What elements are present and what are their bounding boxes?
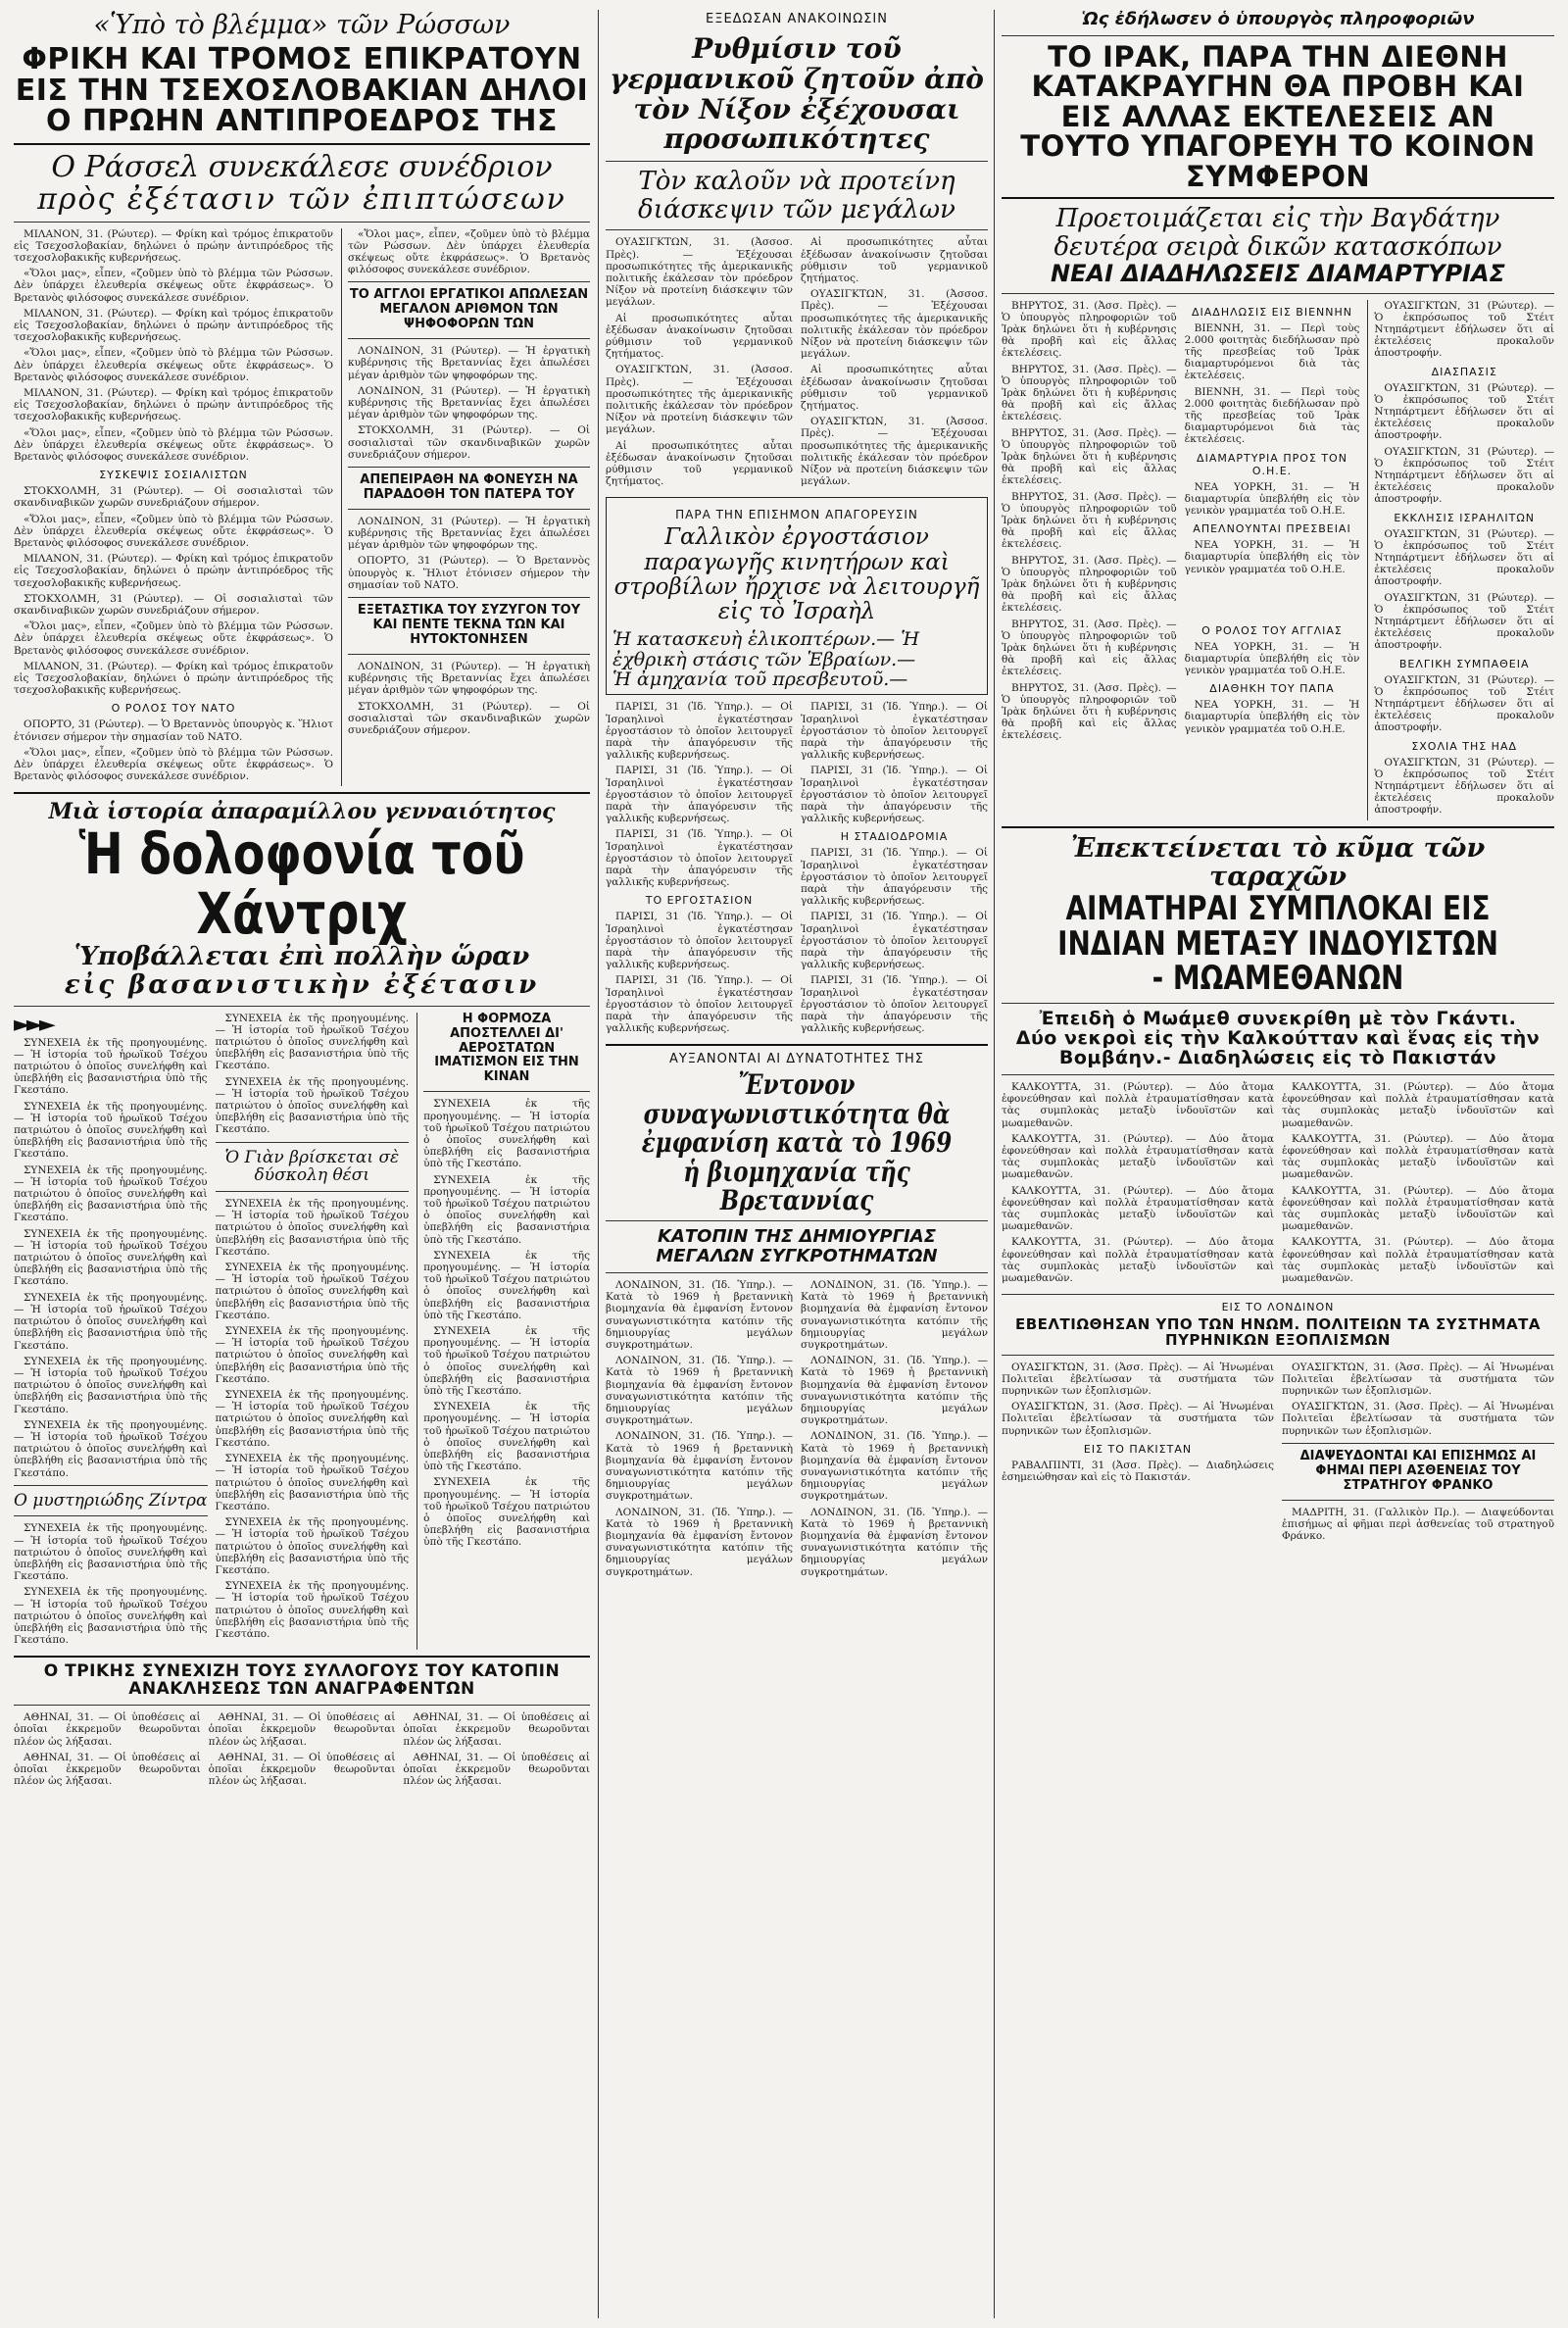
article-body: ΒΗΡΥΤΟΣ, 31. (Ἀσσ. Πρὲς). — Ὁ ὑπουργὸς πληροφοριῶν τοῦ Ἰρὰκ δηλώνει ὅτι ἡ κυβέρνησις θὰ προβῆ καὶ εἰς ἄλλας ἐκτελέσεις.: [1002, 554, 1177, 615]
article-body: ΣΥΝΕΧΕΙΑ ἐκ τῆς προηγουμένης. — Ἡ ἱστορία τοῦ ἡρωϊκοῦ Τσέχου πατριώτου ὁ ὁποῖος συνελήφθη καὶ ὑπεβλήθη εἰς βασανιστήρια ὑπὸ τῆς Γκεστάπο.: [14, 1355, 208, 1415]
article-body: ΛΟΝΔΙΝΟΝ, 31 (Ρώυτερ). — Ἡ ἐργατικὴ κυβέρνησις τῆς Βρεταννίας ἔχει ἀπωλέσει μέγαν ἀριθμὸν τῶν ψηφοφόρων της.: [348, 345, 590, 381]
article-body: «Ὅλοι μας», εἶπεν, «ζοῦμεν ὑπὸ τὸ βλέμμα τῶν Ρώσσων. Δὲν ὑπάρχει ἐλευθερία σκέψεως οὔτε ἐκφράσεως». Ὁ Βρετανὸς φιλόσοφος συνεκάλεσε συνέδριον.: [14, 746, 334, 783]
article-body: ΣΥΝΕΧΕΙΑ ἐκ τῆς προηγουμένης. — Ἡ ἱστορία τοῦ ἡρωϊκοῦ Τσέχου πατριώτου ὁ ὁποῖος συνελήφθη καὶ ὑπεβλήθη εἰς βασανιστήρια ὑπὸ τῆς Γκεστάπο.: [215, 1325, 410, 1385]
deck-russell: Ο Ράσσελ συνεκάλεσε συνέδριον: [51, 149, 553, 184]
article-body: ΠΑΡΙΣΙ, 31 (Ἰδ. Ὑπηρ.). — Οἱ Ἰσραηλινοὶ ἐγκατέστησαν ἐργοστάσιον τὸ ὁποῖον λειτουργεῖ παρὰ τὴν ἀπαγόρευσιν τῆς γαλλικῆς κυβερνήσεως.: [606, 974, 793, 1035]
headline-iraq: ΤΟ ΙΡΑΚ, ΠΑΡΑ ΤΗΝ ΔΙΕΘΝΗ ΚΑΤΑΚΡΑΥΓΗΝ ΘΑ ΠΡΟΒΗ ΚΑΙ ΕΙΣ ΑΛΛΑΣ ΕΚΤΕΛΕΣΕΙΣ ΑΝ ΤΟΥΤΟ ΥΠΑΓΟΡΕΥΗ ΤΟ ΚΟΙΝΟΝ ΣΥΜΦΕΡΟΝ: [1020, 39, 1536, 193]
article-body: ΣΤΟΚΧΟΛΜΗ, 31 (Ρώυτερ). — Οἱ σοσιαλισταὶ τῶν σκανδιναβικῶν χωρῶν συνεδριάζουν σήμερον.: [348, 424, 590, 461]
deck-israel: ἐχθρικὴ στάσις τῶν Ἑβραίων.—: [612, 648, 916, 670]
section-label: ΔΙΑΣΠΑΣΙΣ: [1431, 365, 1497, 378]
article-body: ΠΑΡΙΣΙ, 31 (Ἰδ. Ὑπηρ.). — Οἱ Ἰσραηλινοὶ ἐγκατέστησαν ἐργοστάσιον τὸ ὁποῖον λειτουργεῖ παρὰ τὴν ἀπαγόρευσιν τῆς γαλλικῆς κυβερνήσεως.: [801, 911, 988, 971]
article-body: ΣΥΝΕΧΕΙΑ ἐκ τῆς προηγουμένης. — Ἡ ἱστορία τοῦ ἡρωϊκοῦ Τσέχου πατριώτου ὁ ὁποῖος συνελήφθη καὶ ὑπεβλήθη εἰς βασανιστήρια ὑπὸ τῆς Γκεστάπο.: [423, 1249, 590, 1321]
section-label: ΣΥΣΚΕΨΙΣ ΣΟΣΙΑΛΙΣΤΩΝ: [99, 469, 248, 482]
article-body: ΑΘΗΝΑΙ, 31. — Οἱ ὑποθέσεις αἱ ὁποῖαι ἐκκρεμοῦν θεωροῦνται πλέον ὡς λήξασαι.: [208, 1751, 396, 1788]
article-body: ΣΥΝΕΧΕΙΑ ἐκ τῆς προηγουμένης. — Ἡ ἱστορία τοῦ ἡρωϊκοῦ Τσέχου πατριώτου ὁ ὁποῖος συνελήφθη καὶ ὑπεβλήθη εἰς βασανιστήρια ὑπὸ τῆς Γκεστάπο.: [14, 1418, 208, 1479]
headline-trikis: Ο ΤΡΙΚΗΣ ΣΥΝΕΧΙΖΗ ΤΟΥΣ ΣΥΛΛΟΓΟΥΣ ΤΟΥ ΚΑΤΟΠΙΝ ΑΝΑΚΛΗΣΕΩΣ ΤΩΝ ΑΝΑΓΡΑΦΕΝΤΩΝ: [43, 1661, 561, 1700]
article-body: ΠΑΡΙΣΙ, 31 (Ἰδ. Ὑπηρ.). — Οἱ Ἰσραηλινοὶ ἐγκατέστησαν ἐργοστάσιον τὸ ὁποῖον λειτουργεῖ παρὰ τὴν ἀπαγόρευσιν τῆς γαλλικῆς κυβερνήσεως.: [801, 765, 988, 825]
headline-britain: Ἔντονον συναγωνιστικότητα θὰ ἐμφανίση κατὰ τὸ 1969 ἡ βιομηχανία τῆς Βρεταννίας: [641, 1068, 953, 1216]
article-body: ΛΟΝΔΙΝΟΝ, 31 (Ρώυτερ). — Ἡ ἐργατικὴ κυβέρνησις τῆς Βρεταννίας ἔχει ἀπωλέσει μέγαν ἀριθμὸν τῶν ψηφοφόρων της.: [348, 660, 590, 697]
section-label: ΔΙΑΘΗΚΗ ΤΟΥ ΠΑΠΑ: [1209, 682, 1335, 696]
article-body: ΒΙΕΝΝΗ, 31. — Περὶ τοὺς 2.000 φοιτητὰς διεδήλωσαν πρὸ τῆς πρεσβείας τοῦ Ἰρὰκ διαμαρτυρόμενοι διὰ τὰς ἐκτελέσεις.: [1184, 385, 1360, 446]
article-body: ΣΥΝΕΧΕΙΑ ἐκ τῆς προηγουμένης. — Ἡ ἱστορία τοῦ ἡρωϊκοῦ Τσέχου πατριώτου ὁ ὁποῖος συνελήφθη καὶ ὑπεβλήθη εἰς βασανιστήρια ὑπὸ τῆς Γκεστάπο.: [14, 1586, 208, 1647]
deck-iraq: Προετοιμάζεται εἰς τὴν Βαγδάτην: [1055, 203, 1500, 233]
deck-nixon: Τὸν καλοῦν νὰ προτείνη διάσκεψιν τῶν μεγάλων: [638, 167, 956, 224]
deck-israel: Ἡ ἀμηχανία τοῦ πρεσβευτοῦ.—: [612, 669, 908, 691]
section-label: ΕΙΣ ΤΟ ΠΑΚΙΣΤΑΝ: [1083, 1442, 1193, 1456]
article-body: ΚΑΛΚΟΥΤΤΑ, 31. (Ρώυτερ). — Δύο ἄτομα ἐφονεύθησαν καὶ πολλὰ ἐτραυματίσθησαν κατὰ τὰς συμπλοκὰς μεταξὺ ἰνδουϊστῶν καὶ μωαμεθανῶν.: [1282, 1080, 1554, 1129]
headline-nuclear: ΕΒΕΛΤΙΩΘΗΣΑΝ ΥΠΟ ΤΩΝ ΗΝΩΜ. ΠΟΛΙΤΕΙΩΝ ΤΑ ΣΥΣΤΗΜΑΤΑ ΠΥΡΗΝΙΚΩΝ ΕΞΟΠΛΙΣΜΩΝ: [1014, 1315, 1542, 1349]
article-body: ΣΥΝΕΧΕΙΑ ἐκ τῆς προηγουμένης. — Ἡ ἱστορία τοῦ ἡρωϊκοῦ Τσέχου πατριώτου ὁ ὁποῖος συνελήφθη καὶ ὑπεβλήθη εἰς βασανιστήρια ὑπὸ τῆς Γκεστάπο.: [14, 1522, 208, 1583]
subhead-zintra: Ο μυστηριώδης Ζίντρα: [14, 1490, 208, 1511]
article-body: «Ὅλοι μας», εἶπεν, «ζοῦμεν ὑπὸ τὸ βλέμμα τῶν Ρώσσων. Δὲν ὑπάρχει ἐλευθερία σκέψεως οὔτε ἐκφράσεως». Ὁ Βρετανὸς φιλόσοφος συνεκάλεσε συνέδριον.: [14, 620, 334, 657]
story-kicker: Μιὰ ἱστορία ἀπαραμίλλου γενναιότητος: [48, 799, 556, 825]
headline-nixon: Ρυθμίσιν τοῦ γερμανικοῦ ζητοῦν ἀπὸ τὸν Νίξον ἐξέχουσαι προσωπικότητες: [610, 32, 984, 156]
column-right: [1002, 10, 1554, 1546]
article-body: ΠΑΡΙΣΙ, 31 (Ἰδ. Ὑπηρ.). — Οἱ Ἰσραηλινοὶ ἐγκατέστησαν ἐργοστάσιον τὸ ὁποῖον λειτουργεῖ παρὰ τὴν ἀπαγόρευσιν τῆς γαλλικῆς κυβερνήσεως.: [801, 701, 988, 762]
article-body: ΠΑΡΙΣΙ, 31 (Ἰδ. Ὑπηρ.). — Οἱ Ἰσραηλινοὶ ἐγκατέστησαν ἐργοστάσιον τὸ ὁποῖον λειτουργεῖ παρὰ τὴν ἀπαγόρευσιν τῆς γαλλικῆς κυβερνήσεως.: [606, 828, 793, 889]
article-body: ΒΗΡΥΤΟΣ, 31. (Ἀσσ. Πρὲς). — Ὁ ὑπουργὸς πληροφοριῶν τοῦ Ἰρὰκ δηλώνει ὅτι ἡ κυβέρνησις θὰ προβῆ καὶ εἰς ἄλλας ἐκτελέσεις.: [1002, 299, 1177, 360]
section-label: ΑΥΞΑΝΟΝΤΑΙ ΑΙ ΔΥΝΑΤΟΤΗΤΕΣ ΤΗΣ: [668, 1052, 925, 1067]
deck-india: Δύο νεκροὶ εἰς τὴν Καλκούτταν καὶ ἕνας εἰς τὴν Βομβάην.- Διαδηλώσεις εἰς τὸ Πακιστάν: [1015, 1027, 1541, 1068]
article-body: ΒΗΡΥΤΟΣ, 31. (Ἀσσ. Πρὲς). — Ὁ ὑπουργὸς πληροφοριῶν τοῦ Ἰρὰκ δηλώνει ὅτι ἡ κυβέρνησις θὰ προβῆ καὶ εἰς ἄλλας ἐκτελέσεις.: [1002, 490, 1177, 551]
article-kicker: «Ὑπὸ τὸ βλέμμα» τῶν Ρώσσων: [93, 10, 511, 40]
section-label: ΣΧΟΛΙΑ ΤΗΣ ΗΑΔ: [1411, 739, 1518, 753]
article-body: ΛΟΝΔΙΝΟΝ, 31 (Ρώυτερ). — Ἡ ἐργατικὴ κυβέρνησις τῆς Βρεταννίας ἔχει ἀπωλέσει μέγαν ἀριθμὸν τῶν ψηφοφόρων της.: [348, 515, 590, 552]
section-label: ΠΑΡΑ ΤΗΝ ΕΠΙΣΗΜΟΝ ΑΠΑΓΟΡΕΥΣΙΝ: [675, 508, 918, 522]
article-body: ΒΗΡΥΤΟΣ, 31. (Ἀσσ. Πρὲς). — Ὁ ὑπουργὸς πληροφοριῶν τοῦ Ἰρὰκ δηλώνει ὅτι ἡ κυβέρνησις θὰ προβῆ καὶ εἰς ἄλλας ἐκτελέσεις.: [1002, 618, 1177, 678]
article-body: ΟΥΑΣΙΓΚΤΩΝ, 31. (Ἀσσοσ. Πρὲς). — Ἐξέχουσαι προσωπικότητες τῆς ἀμερικανικῆς πολιτικῆς ἐκάλεσαν τὸν πρόεδρον Νίξον νὰ προτείνη διάσκεψιν τῶν μεγάλων.: [606, 236, 793, 309]
headline-labour: ΤΟ ΑΓΓΛΟΙ ΕΡΓΑΤΙΚΟΙ ΑΠΩΛΕΣΑΝ ΜΕΓΑΛΟΝ ΑΡΙΘΜΟΝ ΤΩΝ ΨΗΦΟΦΟΡΩΝ ΤΩΝ: [349, 287, 589, 332]
article-body: ΜΙΛΑΝΟΝ, 31. (Ρώυτερ). — Φρίκη καὶ τρόμος ἐπικρατοῦν εἰς Τσεχοσλοβακίαν, δηλώνει ὁ πρώην ἀντιπρόεδρος τῆς τσεχοσλοβακικῆς κυβερνήσεως.: [14, 386, 334, 423]
article-body: ΠΑΡΙΣΙ, 31 (Ἰδ. Ὑπηρ.). — Οἱ Ἰσραηλινοὶ ἐγκατέστησαν ἐργοστάσιον τὸ ὁποῖον λειτουργεῖ παρὰ τὴν ἀπαγόρευσιν τῆς γαλλικῆς κυβερνήσεως.: [801, 847, 988, 908]
india-kicker: Ἐπεκτείνεται τὸ κῦμα τῶν ταραχῶν: [1070, 832, 1486, 893]
article-body: ΠΑΡΙΣΙ, 31 (Ἰδ. Ὑπηρ.). — Οἱ Ἰσραηλινοὶ ἐγκατέστησαν ἐργοστάσιον τὸ ὁποῖον λειτουργεῖ παρὰ τὴν ἀπαγόρευσιν τῆς γαλλικῆς κυβερνήσεως.: [606, 911, 793, 971]
article-body: ΟΥΑΣΙΓΚΤΩΝ, 31. (Ἀσσ. Πρὲς). — Αἱ Ἡνωμέναι Πολιτεῖαι ἐβελτίωσαν τὰ συστήματα τῶν πυρηνικῶν των ἐξοπλισμῶν.: [1002, 1401, 1274, 1437]
article-body: ΝΕΑ ΥΟΡΚΗ, 31. — Ἡ διαμαρτυρία ὑπεβλήθη εἰς τὸν γενικὸν γραμματέα τοῦ Ο.Η.Ε.: [1184, 640, 1360, 677]
article-body: ΚΑΛΚΟΥΤΤΑ, 31. (Ρώυτερ). — Δύο ἄτομα ἐφονεύθησαν καὶ πολλὰ ἐτραυματίσθησαν κατὰ τὰς συμπλοκὰς μεταξὺ ἰνδουϊστῶν καὶ μωαμεθανῶν.: [1002, 1236, 1274, 1284]
section-label: Ο ΡΟΛΟΣ ΤΟΥ ΝΑΤΟ: [111, 702, 236, 716]
article-body: ΟΥΑΣΙΓΚΤΩΝ, 31 (Ρώυτερ). — Ὁ ἐκπρόσωπος τοῦ Στέιτ Ντηπάρτμεντ ἐδήλωσεν ὅτι αἱ ἐκτελέσεις προκαλοῦν ἀποστροφήν.: [1374, 527, 1554, 588]
article-body: ΒΗΡΥΤΟΣ, 31. (Ἀσσ. Πρὲς). — Ὁ ὑπουργὸς πληροφοριῶν τοῦ Ἰρὰκ δηλώνει ὅτι ἡ κυβέρνησις θὰ προβῆ καὶ εἰς ἄλλας ἐκτελέσεις.: [1002, 426, 1177, 487]
section-label: ΒΕΛΓΙΚΗ ΣΥΜΠΑΘΕΙΑ: [1398, 657, 1530, 670]
article-body: ΝΕΑ ΥΟΡΚΗ, 31. — Ἡ διαμαρτυρία ὑπεβλήθη εἰς τὸν γενικὸν γραμματέα τοῦ Ο.Η.Ε.: [1184, 539, 1360, 575]
article-body: ΟΥΑΣΙΓΚΤΩΝ, 31 (Ρώυτερ). — Ὁ ἐκπρόσωπος τοῦ Στέιτ Ντηπάρτμεντ ἐδήλωσεν ὅτι αἱ ἐκτελέσεις προκαλοῦν ἀποστροφήν.: [1374, 445, 1554, 506]
article-body: ΣΥΝΕΧΕΙΑ ἐκ τῆς προηγουμένης. — Ἡ ἱστορία τοῦ ἡρωϊκοῦ Τσέχου πατριώτου ὁ ὁποῖος συνελήφθη καὶ ὑπεβλήθη εἰς βασανιστήρια ὑπὸ τῆς Γκεστάπο.: [215, 1012, 410, 1072]
headline-kidnap: ΑΠΕΠΕΙΡΑΘΗ ΝΑ ΦΟΝΕΥΣΗ ΝΑ ΠΑΡΑΔΟΘΗ ΤΟΝ ΠΑΤΕΡΑ ΤΟΥ: [360, 472, 578, 502]
section-label: ΕΚΚΛΗΣΙΣ ΙΣΡΑΗΛΙΤΩΝ: [1394, 511, 1535, 524]
deck-russell-2: πρὸς ἐξέτασιν τῶν ἐπιπτώσεων: [37, 181, 566, 217]
article-body: ΣΥΝΕΧΕΙΑ ἐκ τῆς προηγουμένης. — Ἡ ἱστορία τοῦ ἡρωϊκοῦ Τσέχου πατριώτου ὁ ὁποῖος συνελήφθη καὶ ὑπεβλήθη εἰς βασανιστήρια ὑπὸ τῆς Γκεστάπο.: [215, 1262, 410, 1321]
article-body: ΛΟΝΔΙΝΟΝ, 31. (Ἰδ. Ὑπηρ.). — Κατὰ τὸ 1969 ἡ βρεταννικὴ βιομηχανία θὰ ἐμφανίση ἔντονον συναγωνιστικότητα κατόπιν τῆς δημιουργίας μεγάλων συγκροτημάτων.: [606, 1355, 793, 1427]
article-body: ΜΑΔΡΙΤΗ, 31. (Γαλλικὸν Πρ.). — Διαψεύδονται ἐπισήμως αἱ φῆμαι περὶ ἀσθενείας τοῦ στρατηγοῦ Φράνκο.: [1282, 1506, 1554, 1543]
article-body: ΣΥΝΕΧΕΙΑ ἐκ τῆς προηγουμένης. — Ἡ ἱστορία τοῦ ἡρωϊκοῦ Τσέχου πατριώτου ὁ ὁποῖος συνελήφθη καὶ ὑπεβλήθη εἰς βασανιστήρια ὑπὸ τῆς Γκεστάπο.: [423, 1324, 590, 1397]
article-body: ΟΥΑΣΙΓΚΤΩΝ, 31. (Ἀσσ. Πρὲς). — Αἱ Ἡνωμέναι Πολιτεῖαι ἐβελτίωσαν τὰ συστήματα τῶν πυρηνικῶν των ἐξοπλισμῶν.: [1282, 1361, 1554, 1398]
newspaper-page: [14, 10, 1554, 2318]
article-body: ΠΑΡΙΣΙ, 31 (Ἰδ. Ὑπηρ.). — Οἱ Ἰσραηλινοὶ ἐγκατέστησαν ἐργοστάσιον τὸ ὁποῖον λειτουργεῖ παρὰ τὴν ἀπαγόρευσιν τῆς γαλλικῆς κυβερνήσεως.: [606, 701, 793, 762]
article-body: «Ὅλοι μας», εἶπεν, «ζοῦμεν ὑπὸ τὸ βλέμμα τῶν Ρώσσων. Δὲν ὑπάρχει ἐλευθερία σκέψεως οὔτε ἐκφράσεως». Ὁ Βρετανὸς φιλόσοφος συνεκάλεσε συνέδριον.: [14, 268, 334, 304]
article-body: ΟΥΑΣΙΓΚΤΩΝ, 31 (Ρώυτερ). — Ὁ ἐκπρόσωπος τοῦ Στέιτ Ντηπάρτμεντ ἐδήλωσεν ὅτι αἱ ἐκτελέσεις προκαλοῦν ἀποστροφήν.: [1374, 591, 1554, 652]
article-body: ΜΙΛΑΝΟΝ, 31. (Ρώυτερ). — Φρίκη καὶ τρόμος ἐπικρατοῦν εἰς Τσεχοσλοβακίαν, δηλώνει ὁ πρώην ἀντιπρόεδρος τῆς τσεχοσλοβακικῆς κυβερνήσεως.: [14, 227, 334, 264]
article-body: ΠΑΡΙΣΙ, 31 (Ἰδ. Ὑπηρ.). — Οἱ Ἰσραηλινοὶ ἐγκατέστησαν ἐργοστάσιον τὸ ὁποῖον λειτουργεῖ παρὰ τὴν ἀπαγόρευσιν τῆς γαλλικῆς κυβερνήσεως.: [606, 765, 793, 825]
article-body: ΣΥΝΕΧΕΙΑ ἐκ τῆς προηγουμένης. — Ἡ ἱστορία τοῦ ἡρωϊκοῦ Τσέχου πατριώτου ὁ ὁποῖος συνελήφθη καὶ ὑπεβλήθη εἰς βασανιστήρια ὑπὸ τῆς Γκεστάπο.: [215, 1453, 410, 1512]
article-body: ΟΥΑΣΙΓΚΤΩΝ, 31. (Ἀσσ. Πρὲς). — Αἱ Ἡνωμέναι Πολιτεῖαι ἐβελτίωσαν τὰ συστήματα τῶν πυρηνικῶν των ἐξοπλισμῶν.: [1002, 1361, 1274, 1398]
story-deck: Ὑποβάλλεται ἐπὶ πολλὴν ὥραν: [74, 942, 530, 972]
article-body: ΛΟΝΔΙΝΟΝ, 31. (Ἰδ. Ὑπηρ.). — Κατὰ τὸ 1969 ἡ βρεταννικὴ βιομηχανία θὰ ἐμφανίση ἔντονον συναγωνιστικότητα κατόπιν τῆς δημιουργίας μεγάλων συγκροτημάτων.: [606, 1506, 793, 1578]
article-body: Αἱ προσωπικότητες αὗται ἐξέδωσαν ἀνακοίνωσιν ζητοῦσαι ρύθμισιν τοῦ γερμανικοῦ ζητήματος.: [606, 312, 793, 361]
headline-arrest: ΕΞΕΤΑΣΤΙΚΑ ΤΟΥ ΣΥΖΥΓΟΝ ΤΟΥ ΚΑΙ ΠΕΝΤΕ ΤΕΚΝΑ ΤΩΝ ΚΑΙ ΗΥΤΟΚΤΟΝΗΣΕΝ: [357, 603, 581, 647]
article-body: ΛΟΝΔΙΝΟΝ, 31. (Ἰδ. Ὑπηρ.). — Κατὰ τὸ 1969 ἡ βρεταννικὴ βιομηχανία θὰ ἐμφανίση ἔντονον συναγωνιστικότητα κατόπιν τῆς δημιουργίας μεγάλων συγκροτημάτων.: [801, 1278, 988, 1351]
article-body: ΣΥΝΕΧΕΙΑ ἐκ τῆς προηγουμένης. — Ἡ ἱστορία τοῦ ἡρωϊκοῦ Τσέχου πατριώτου ὁ ὁποῖος συνελήφθη καὶ ὑπεβλήθη εἰς βασανιστήρια ὑπὸ τῆς Γκεστάπο.: [423, 1476, 590, 1549]
headline-franco: ΔΙΑΨΕΥΔΟΝΤΑΙ ΚΑΙ ΕΠΙΣΗΜΩΣ ΑΙ ΦΗΜΑΙ ΠΕΡΙ ΑΣΘΕΝΕΙΑΣ ΤΟΥ ΣΤΡΑΤΗΓΟΥ ΦΡΑΝΚΟ: [1299, 1448, 1537, 1493]
article-body: ΚΑΛΚΟΥΤΤΑ, 31. (Ρώυτερ). — Δύο ἄτομα ἐφονεύθησαν καὶ πολλὰ ἐτραυματίσθησαν κατὰ τὰς συμπλοκὰς μεταξὺ ἰνδουϊστῶν καὶ μωαμεθανῶν.: [1002, 1080, 1274, 1129]
article-body: ΟΥΑΣΙΓΚΤΩΝ, 31. (Ἀσσ. Πρὲς). — Αἱ Ἡνωμέναι Πολιτεῖαι ἐβελτίωσαν τὰ συστήματα τῶν πυρηνικῶν των ἐξοπλισμῶν.: [1282, 1401, 1554, 1437]
article-body: ΣΥΝΕΧΕΙΑ ἐκ τῆς προηγουμένης. — Ἡ ἱστορία τοῦ ἡρωϊκοῦ Τσέχου πατριώτου ὁ ὁποῖος συνελήφθη καὶ ὑπεβλήθη εἰς βασανιστήρια ὑπὸ τῆς Γκεστάπο.: [215, 1580, 410, 1640]
article-body: ΛΟΝΔΙΝΟΝ, 31. (Ἰδ. Ὑπηρ.). — Κατὰ τὸ 1969 ἡ βρεταννικὴ βιομηχανία θὰ ἐμφανίση ἔντονον συναγωνιστικότητα κατόπιν τῆς δημιουργίας μεγάλων συγκροτημάτων.: [801, 1430, 988, 1503]
article-body: ΣΥΝΕΧΕΙΑ ἐκ τῆς προηγουμένης. — Ἡ ἱστορία τοῦ ἡρωϊκοῦ Τσέχου πατριώτου ὁ ὁποῖος συνελήφθη καὶ ὑπεβλήθη εἰς βασανιστήρια ὑπὸ τῆς Γκεστάπο.: [14, 1036, 208, 1097]
article-body: Αἱ προσωπικότητες αὗται ἐξέδωσαν ἀνακοίνωσιν ζητοῦσαι ρύθμισιν τοῦ γερμανικοῦ ζητήματος.: [606, 439, 793, 488]
headline-israel: Γαλλικὸν ἐργοστάσιον παραγωγῆς κινητήρων καὶ στροβίλων ἤρχισε νὰ λειτουργῆ εἰς τὸ Ἰσραὴλ: [613, 524, 980, 625]
article-kicker: Ὡς ἐδήλωσεν ὁ ὑπουργὸς πληροφοριῶν: [1081, 9, 1475, 29]
article-body: ΛΟΝΔΙΝΟΝ, 31. (Ἰδ. Ὑπηρ.). — Κατὰ τὸ 1969 ἡ βρεταννικὴ βιομηχανία θὰ ἐμφανίση ἔντονον συναγωνιστικότητα κατόπιν τῆς δημιουργίας μεγάλων συγκροτημάτων.: [801, 1355, 988, 1427]
israel-box: [606, 497, 988, 695]
article-body: ΛΟΝΔΙΝΟΝ, 31. (Ἰδ. Ὑπηρ.). — Κατὰ τὸ 1969 ἡ βρεταννικὴ βιομηχανία θὰ ἐμφανίση ἔντονον συναγωνιστικότητα κατόπιν τῆς δημιουργίας μεγάλων συγκροτημάτων.: [801, 1506, 988, 1578]
article-body: ΟΥΑΣΙΓΚΤΩΝ, 31 (Ρώυτερ). — Ὁ ἐκπρόσωπος τοῦ Στέιτ Ντηπάρτμεντ ἐδήλωσεν ὅτι αἱ ἐκτελέσεις προκαλοῦν ἀποστροφήν.: [1374, 381, 1554, 442]
article-body: ΛΟΝΔΙΝΟΝ, 31. (Ἰδ. Ὑπηρ.). — Κατὰ τὸ 1969 ἡ βρεταννικὴ βιομηχανία θὰ ἐμφανίση ἔντονον συναγωνιστικότητα κατόπιν τῆς δημιουργίας μεγάλων συγκροτημάτων.: [606, 1430, 793, 1503]
article-body: ΟΠΟΡΤΟ, 31 (Ρώυτερ). — Ὁ Βρεταννὸς ὑπουργὸς κ. Ἥλιοτ ἐτόνισεν σήμερον τὴν σημασίαν τοῦ ΝΑΤΟ.: [14, 718, 334, 743]
article-body: ΣΤΟΚΧΟΛΜΗ, 31 (Ρώυτερ). — Οἱ σοσιαλισταὶ τῶν σκανδιναβικῶν χωρῶν συνεδριάζουν σήμερον.: [348, 700, 590, 736]
headline-india: ΑΙΜΑΤΗΡΑΙ ΣΥΜΠΛΟΚΑΙ ΕΙΣ ΙΝΔΙΑΝ ΜΕΤΑΞΥ ΙΝΔΟΥΙΣΤΩΝ - ΜΩΑΜΕΘΑΝΩΝ: [1057, 889, 1498, 999]
article-body: ΣΥΝΕΧΕΙΑ ἐκ τῆς προηγουμένης. — Ἡ ἱστορία τοῦ ἡρωϊκοῦ Τσέχου πατριώτου ὁ ὁποῖος συνελήφθη καὶ ὑπεβλήθη εἰς βασανιστήρια ὑπὸ τῆς Γκεστάπο.: [14, 1164, 208, 1224]
section-label: Ο ΡΟΛΟΣ ΤΟΥ ΑΓΓΛΙΑΣ: [1201, 623, 1343, 637]
article-body: ΒΙΕΝΝΗ, 31. — Περὶ τοὺς 2.000 φοιτητὰς διεδήλωσαν πρὸ τῆς πρεσβείας τοῦ Ἰρὰκ διαμαρτυρόμενοι διὰ τὰς ἐκτελέσεις.: [1184, 322, 1360, 382]
article-body: ΣΥΝΕΧΕΙΑ ἐκ τῆς προηγουμένης. — Ἡ ἱστορία τοῦ ἡρωϊκοῦ Τσέχου πατριώτου ὁ ὁποῖος συνελήφθη καὶ ὑπεβλήθη εἰς βασανιστήρια ὑπὸ τῆς Γκεστάπο.: [14, 1100, 208, 1161]
article-body: ΣΥΝΕΧΕΙΑ ἐκ τῆς προηγουμένης. — Ἡ ἱστορία τοῦ ἡρωϊκοῦ Τσέχου πατριώτου ὁ ὁποῖος συνελήφθη καὶ ὑπεβλήθη εἰς βασανιστήρια ὑπὸ τῆς Γκεστάπο.: [215, 1075, 410, 1136]
article-body: ΟΠΟΡΤΟ, 31 (Ρώυτερ). — Ὁ Βρεταννὸς ὑπουργὸς κ. Ἥλιοτ ἐτόνισεν σήμερον τὴν σημασίαν τοῦ ΝΑΤΟ.: [348, 555, 590, 591]
arrow-icon: ►►►: [14, 1012, 52, 1037]
article-body: ΡΑΒΑΛΠΙΝΤΙ, 31 (Ἀσσ. Πρὲς). — Διαδηλώσεις ἐσημειώθησαν καὶ εἰς τὸ Πακιστάν.: [1002, 1459, 1274, 1484]
article-body: «Ὅλοι μας», εἶπεν, «ζοῦμεν ὑπὸ τὸ βλέμμα τῶν Ρώσσων. Δὲν ὑπάρχει ἐλευθερία σκέψεως οὔτε ἐκφράσεως». Ὁ Βρετανὸς φιλόσοφος συνεκάλεσε συνέδριον.: [348, 227, 590, 276]
article-body: ΒΗΡΥΤΟΣ, 31. (Ἀσσ. Πρὲς). — Ὁ ὑπουργὸς πληροφοριῶν τοῦ Ἰρὰκ δηλώνει ὅτι ἡ κυβέρνησις θὰ προβῆ καὶ εἰς ἄλλας ἐκτελέσεις.: [1002, 363, 1177, 423]
article-body: ΛΟΝΔΙΝΟΝ, 31. (Ἰδ. Ὑπηρ.). — Κατὰ τὸ 1969 ἡ βρεταννικὴ βιομηχανία θὰ ἐμφανίση ἔντονον συναγωνιστικότητα κατόπιν τῆς δημιουργίας μεγάλων συγκροτημάτων.: [606, 1278, 793, 1351]
column-rule: [598, 10, 599, 2318]
article-body: ΚΑΛΚΟΥΤΤΑ, 31. (Ρώυτερ). — Δύο ἄτομα ἐφονεύθησαν καὶ πολλὰ ἐτραυματίσθησαν κατὰ τὰς συμπλοκὰς μεταξὺ ἰνδουϊστῶν καὶ μωαμεθανῶν.: [1282, 1132, 1554, 1181]
article-body: «Ὅλοι μας», εἶπεν, «ζοῦμεν ὑπὸ τὸ βλέμμα τῶν Ρώσσων. Δὲν ὑπάρχει ἐλευθερία σκέψεως οὔτε ἐκφράσεως». Ὁ Βρετανὸς φιλόσοφος συνεκάλεσε συνέδριον.: [14, 347, 334, 383]
article-body: ΣΥΝΕΧΕΙΑ ἐκ τῆς προηγουμένης. — Ἡ ἱστορία τοῦ ἡρωϊκοῦ Τσέχου πατριώτου ὁ ὁποῖος συνελήφθη καὶ ὑπεβλήθη εἰς βασανιστήρια ὑπὸ τῆς Γκεστάπο.: [423, 1098, 590, 1170]
story-deck: εἰς βασανιστικὴν ἐξέτασιν: [64, 970, 540, 1001]
story-headline: Ἡ δολοφονία τοῦ Χάντριχ: [78, 819, 525, 947]
article-body: ΑΘΗΝΑΙ, 31. — Οἱ ὑποθέσεις αἱ ὁποῖαι ἐκκρεμοῦν θεωροῦνται πλέον ὡς λήξασαι.: [14, 1711, 201, 1748]
section-label: ΤΟ ΕΡΓΟΣΤΑΣΙΟΝ: [645, 894, 754, 908]
deck-india: Ἐπειδὴ ὁ Μωάμεθ συνεκρίθη μὲ τὸν Γκάντι.: [1039, 1008, 1517, 1030]
article-body: ΑΘΗΝΑΙ, 31. — Οἱ ὑποθέσεις αἱ ὁποῖαι ἐκκρεμοῦν θεωροῦνται πλέον ὡς λήξασαι.: [403, 1751, 591, 1788]
article-body: ΚΑΛΚΟΥΤΤΑ, 31. (Ρώυτερ). — Δύο ἄτομα ἐφονεύθησαν καὶ πολλὰ ἐτραυματίσθησαν κατὰ τὰς συμπλοκὰς μεταξὺ ἰνδουϊστῶν καὶ μωαμεθανῶν.: [1002, 1132, 1274, 1181]
article-body: «Ὅλοι μας», εἶπεν, «ζοῦμεν ὑπὸ τὸ βλέμμα τῶν Ρώσσων. Δὲν ὑπάρχει ἐλευθερία σκέψεως οὔτε ἐκφράσεως». Ὁ Βρετανὸς φιλόσοφος συνεκάλεσε συνέδριον.: [14, 426, 334, 463]
article-body: ΣΤΟΚΧΟΛΜΗ, 31 (Ρώυτερ). — Οἱ σοσιαλισταὶ τῶν σκανδιναβικῶν χωρῶν συνεδριάζουν σήμερον.: [14, 485, 334, 510]
article-body: ΟΥΑΣΙΓΚΤΩΝ, 31. (Ἀσσοσ. Πρὲς). — Ἐξέχουσαι προσωπικότητες τῆς ἀμερικανικῆς πολιτικῆς ἐκάλεσαν τὸν πρόεδρον Νίξον νὰ προτείνη διάσκεψιν τῶν μεγάλων.: [801, 416, 988, 488]
section-label: ΕΙΣ ΤΟ ΛΟΝΔΙΝΟΝ: [1221, 1301, 1335, 1314]
article-body: ΣΤΟΚΧΟΛΜΗ, 31 (Ρώυτερ). — Οἱ σοσιαλισταὶ τῶν σκανδιναβικῶν χωρῶν συνεδριάζουν σήμερον.: [14, 592, 334, 618]
article-body: ΜΙΛΑΝΟΝ, 31. (Ρώυτερ). — Φρίκη καὶ τρόμος ἐπικρατοῦν εἰς Τσεχοσλοβακίαν, δηλώνει ὁ πρώην ἀντιπρόεδρος τῆς τσεχοσλοβακικῆς κυβερνήσεως.: [14, 307, 334, 344]
article-body: ΟΥΑΣΙΓΚΤΩΝ, 31 (Ρώυτερ). — Ὁ ἐκπρόσωπος τοῦ Στέιτ Ντηπάρτμεντ ἐδήλωσεν ὅτι αἱ ἐκτελέσεις προκαλοῦν ἀποστροφήν.: [1374, 756, 1554, 817]
article-body: ΝΕΑ ΥΟΡΚΗ, 31. — Ἡ διαμαρτυρία ὑπεβλήθη εἰς τὸν γενικὸν γραμματέα τοῦ Ο.Η.Ε.: [1184, 699, 1360, 735]
article-body: ΛΟΝΔΙΝΟΝ, 31 (Ρώυτερ). — Ἡ ἐργατικὴ κυβέρνησις τῆς Βρεταννίας ἔχει ἀπωλέσει μέγαν ἀριθμὸν τῶν ψηφοφόρων της.: [348, 384, 590, 421]
article-body: ΣΥΝΕΧΕΙΑ ἐκ τῆς προηγουμένης. — Ἡ ἱστορία τοῦ ἡρωϊκοῦ Τσέχου πατριώτου ὁ ὁποῖος συνελήφθη καὶ ὑπεβλήθη εἰς βασανιστήρια ὑπὸ τῆς Γκεστάπο.: [423, 1401, 590, 1473]
section-label: Η ΣΤΑΔΙΟΔΡΟΜΙΑ: [840, 830, 949, 844]
article-body: «Ὅλοι μας», εἶπεν, «ζοῦμεν ὑπὸ τὸ βλέμμα τῶν Ρώσσων. Δὲν ὑπάρχει ἐλευθερία σκέψεως οὔτε ἐκφράσεως». Ὁ Βρετανὸς φιλόσοφος συνεκάλεσε συνέδριον.: [14, 513, 334, 550]
column-center: [606, 10, 988, 1582]
deck-iraq-protests: ΝΕΑΙ ΔΙΑΔΗΛΩΣΕΙΣ ΔΙΑΜΑΡΤΥΡΙΑΣ: [1051, 260, 1505, 288]
article-kicker: ΕΞΕΔΩΣΑΝ ΑΝΑΚΟΙΝΩΣΙΝ: [706, 12, 888, 26]
article-body: ΟΥΑΣΙΓΚΤΩΝ, 31 (Ρώυτερ). — Ὁ ἐκπρόσωπος τοῦ Στέιτ Ντηπάρτμεντ ἐδήλωσεν ὅτι αἱ ἐκτελέσεις προκαλοῦν ἀποστροφήν.: [1374, 299, 1554, 360]
subhead-yan: Ὁ Γιὰν βρίσκεται σὲ δύσκολη θέσι: [224, 1147, 400, 1186]
article-body: ΜΙΛΑΝΟΝ, 31. (Ρώυτερ). — Φρίκη καὶ τρόμος ἐπικρατοῦν εἰς Τσεχοσλοβακίαν, δηλώνει ὁ πρώην ἀντιπρόεδρος τῆς τσεχοσλοβακικῆς κυβερνήσεως.: [14, 660, 334, 697]
section-label: ΔΙΑΜΑΡΤΥΡΙΑ ΠΡΟΣ ΤΟΝ Ο.Η.Ε.: [1197, 451, 1348, 477]
deck-iraq: δευτέρα σειρὰ δικῶν κατασκόπων: [1054, 231, 1502, 262]
section-label: ΔΙΑΔΗΛΩΣΙΣ ΕΙΣ ΒΙΕΝΝΗΝ: [1192, 305, 1353, 319]
article-body: ΜΙΛΑΝΟΝ, 31. (Ρώυτερ). — Φρίκη καὶ τρόμος ἐπικρατοῦν εἰς Τσεχοσλοβακίαν, δηλώνει ὁ πρώην ἀντιπρόεδρος τῆς τσεχοσλοβακικῆς κυβερνήσεως.: [14, 553, 334, 589]
article-body: ΚΑΛΚΟΥΤΤΑ, 31. (Ρώυτερ). — Δύο ἄτομα ἐφονεύθησαν καὶ πολλὰ ἐτραυματίσθησαν κατὰ τὰς συμπλοκὰς μεταξὺ ἰνδουϊστῶν καὶ μωαμεθανῶν.: [1282, 1184, 1554, 1233]
deck-israel: Ἡ κατασκευὴ ἑλικοπτέρων.— Ἡ: [612, 627, 920, 650]
article-body: ΣΥΝΕΧΕΙΑ ἐκ τῆς προηγουμένης. — Ἡ ἱστορία τοῦ ἡρωϊκοῦ Τσέχου πατριώτου ὁ ὁποῖος συνελήφθη καὶ ὑπεβλήθη εἰς βασανιστήρια ὑπὸ τῆς Γκεστάπο.: [14, 1291, 208, 1352]
section-label: ΑΠΕΛΝΟΥΝΤΑΙ ΠΡΕΣΒΕΙΑΙ: [1193, 522, 1351, 536]
article-body: ΚΑΛΚΟΥΤΤΑ, 31. (Ρώυτερ). — Δύο ἄτομα ἐφονεύθησαν καὶ πολλὰ ἐτραυματίσθησαν κατὰ τὰς συμπλοκὰς μεταξὺ ἰνδουϊστῶν καὶ μωαμεθανῶν.: [1002, 1184, 1274, 1233]
article-body: ΣΥΝΕΧΕΙΑ ἐκ τῆς προηγουμένης. — Ἡ ἱστορία τοῦ ἡρωϊκοῦ Τσέχου πατριώτου ὁ ὁποῖος συνελήφθη καὶ ὑπεβλήθη εἰς βασανιστήρια ὑπὸ τῆς Γκεστάπο.: [14, 1227, 208, 1288]
article-body: ΑΘΗΝΑΙ, 31. — Οἱ ὑποθέσεις αἱ ὁποῖαι ἐκκρεμοῦν θεωροῦνται πλέον ὡς λήξασαι.: [14, 1751, 201, 1788]
article-body: ΑΘΗΝΑΙ, 31. — Οἱ ὑποθέσεις αἱ ὁποῖαι ἐκκρεμοῦν θεωροῦνται πλέον ὡς λήξασαι.: [403, 1711, 591, 1748]
article-body: ΟΥΑΣΙΓΚΤΩΝ, 31. (Ἀσσοσ. Πρὲς). — Ἐξέχουσαι προσωπικότητες τῆς ἀμερικανικῆς πολιτικῆς ἐκάλεσαν τὸν πρόεδρον Νίξον νὰ προτείνη διάσκεψιν τῶν μεγάλων.: [606, 364, 793, 436]
article-body: ΣΥΝΕΧΕΙΑ ἐκ τῆς προηγουμένης. — Ἡ ἱστορία τοῦ ἡρωϊκοῦ Τσέχου πατριώτου ὁ ὁποῖος συνελήφθη καὶ ὑπεβλήθη εἰς βασανιστήρια ὑπὸ τῆς Γκεστάπο.: [215, 1198, 410, 1258]
article-body: ΚΑΛΚΟΥΤΤΑ, 31. (Ρώυτερ). — Δύο ἄτομα ἐφονεύθησαν καὶ πολλὰ ἐτραυματίσθησαν κατὰ τὰς συμπλοκὰς μεταξὺ ἰνδουϊστῶν καὶ μωαμεθανῶν.: [1282, 1236, 1554, 1284]
article-body: Αἱ προσωπικότητες αὗται ἐξέδωσαν ἀνακοίνωσιν ζητοῦσαι ρύθμισιν τοῦ γερμανικοῦ ζητήματος.: [801, 364, 988, 413]
column-rule: [994, 10, 995, 2318]
article-body: ΣΥΝΕΧΕΙΑ ἐκ τῆς προηγουμένης. — Ἡ ἱστορία τοῦ ἡρωϊκοῦ Τσέχου πατριώτου ὁ ὁποῖος συνελήφθη καὶ ὑπεβλήθη εἰς βασανιστήρια ὑπὸ τῆς Γκεστάπο.: [423, 1173, 590, 1246]
article-body: ΝΕΑ ΥΟΡΚΗ, 31. — Ἡ διαμαρτυρία ὑπεβλήθη εἰς τὸν γενικὸν γραμματέα τοῦ Ο.Η.Ε.: [1184, 480, 1360, 517]
article-body: ΟΥΑΣΙΓΚΤΩΝ, 31. (Ἀσσοσ. Πρὲς). — Ἐξέχουσαι προσωπικότητες τῆς ἀμερικανικῆς πολιτικῆς ἐκάλεσαν τὸν πρόεδρον Νίξον νὰ προτείνη διάσκεψιν τῶν μεγάλων.: [801, 288, 988, 361]
article-body: ΣΥΝΕΧΕΙΑ ἐκ τῆς προηγουμένης. — Ἡ ἱστορία τοῦ ἡρωϊκοῦ Τσέχου πατριώτου ὁ ὁποῖος συνελήφθη καὶ ὑπεβλήθη εἰς βασανιστήρια ὑπὸ τῆς Γκεστάπο.: [215, 1389, 410, 1449]
headline-formosa: Η ΦΟΡΜΟΖΑ ΑΠΟΣΤΕΛΛΕΙ ΔΙ' ΑΕΡΟΣΤΑΤΩΝ ΙΜΑΤΙΣΜΟΝ ΕΙΣ ΤΗΝ ΚΙΝΑΝ: [434, 1011, 579, 1085]
article-body: ΠΑΡΙΣΙ, 31 (Ἰδ. Ὑπηρ.). — Οἱ Ἰσραηλινοὶ ἐγκατέστησαν ἐργοστάσιον τὸ ὁποῖον λειτουργεῖ παρὰ τὴν ἀπαγόρευσιν τῆς γαλλικῆς κυβερνήσεως.: [801, 974, 988, 1035]
column-left: [14, 10, 590, 1791]
article-body: ΣΥΝΕΧΕΙΑ ἐκ τῆς προηγουμένης. — Ἡ ἱστορία τοῦ ἡρωϊκοῦ Τσέχου πατριώτου ὁ ὁποῖος συνελήφθη καὶ ὑπεβλήθη εἰς βασανιστήρια ὑπὸ τῆς Γκεστάπο.: [215, 1516, 410, 1576]
article-body: ΒΗΡΥΤΟΣ, 31. (Ἀσσ. Πρὲς). — Ὁ ὑπουργὸς πληροφοριῶν τοῦ Ἰρὰκ δηλώνει ὅτι ἡ κυβέρνησις θὰ προβῆ καὶ εἰς ἄλλας ἐκτελέσεις.: [1002, 681, 1177, 742]
article-body: ΑΘΗΝΑΙ, 31. — Οἱ ὑποθέσεις αἱ ὁποῖαι ἐκκρεμοῦν θεωροῦνται πλέον ὡς λήξασαι.: [208, 1711, 396, 1748]
article-body: ΟΥΑΣΙΓΚΤΩΝ, 31 (Ρώυτερ). — Ὁ ἐκπρόσωπος τοῦ Στέιτ Ντηπάρτμεντ ἐδήλωσεν ὅτι αἱ ἐκτελέσεις προκαλοῦν ἀποστροφήν.: [1374, 673, 1554, 734]
headline-czech: ΦΡΙΚΗ ΚΑΙ ΤΡΟΜΟΣ ΕΠΙΚΡΑΤΟΥΝ ΕΙΣ ΤΗΝ ΤΣΕΧΟΣΛΟΒΑΚΙΑΝ ΔΗΛΟΙ Ο ΠΡΩΗΝ ΑΝΤΙΠΡΟΕΔΡΟΣ ΤΗΣ: [15, 42, 589, 139]
deck-britain: ΚΑΤΟΠΙΝ ΤΗΣ ΔΗΜΙΟΥΡΓΙΑΣ ΜΕΓΑΛΩΝ ΣΥΓΚΡΟΤΗΜΑΤΩΝ: [656, 1226, 938, 1267]
article-body: Αἱ προσωπικότητες αὗται ἐξέδωσαν ἀνακοίνωσιν ζητοῦσαι ρύθμισιν τοῦ γερμανικοῦ ζητήματος.: [801, 236, 988, 284]
